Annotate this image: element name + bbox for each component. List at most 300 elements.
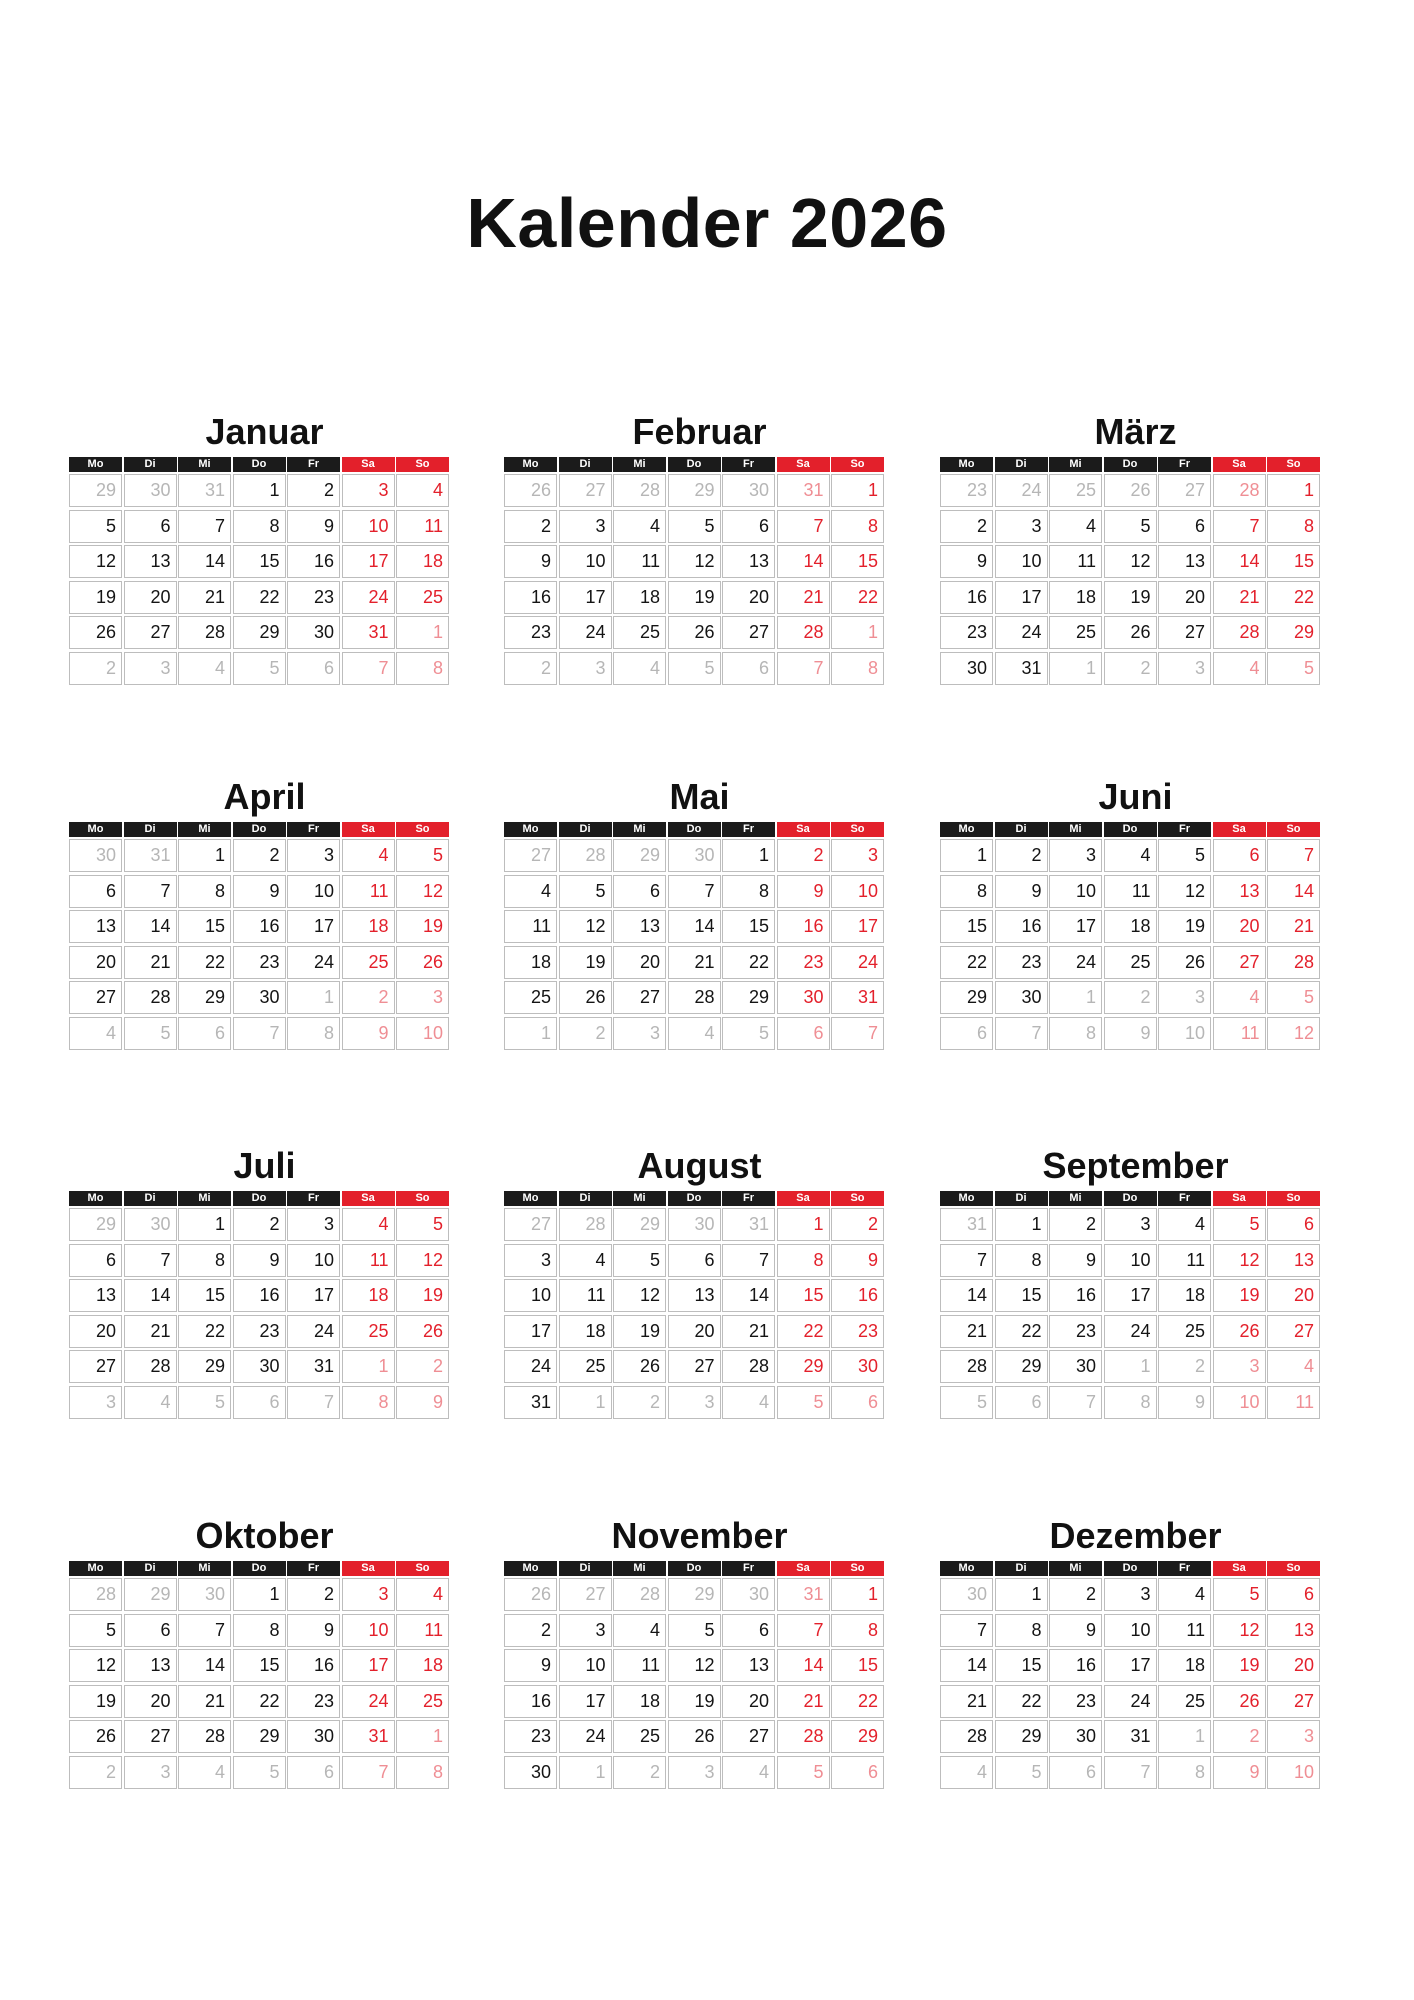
day-cell-outside: 10 bbox=[1158, 1017, 1211, 1050]
weekday-header bbox=[69, 822, 460, 837]
day-cell: 8 bbox=[1267, 510, 1320, 543]
weekday-label: Fr bbox=[722, 457, 775, 472]
day-cell: 9 bbox=[504, 545, 557, 578]
day-cell: 8 bbox=[178, 875, 231, 908]
day-cell: 13 bbox=[722, 1649, 775, 1682]
day-cell-outside: 5 bbox=[668, 652, 721, 685]
day-cell: 20 bbox=[69, 946, 122, 979]
day-cell: 17 bbox=[342, 1649, 395, 1682]
day-cell: 22 bbox=[995, 1685, 1048, 1718]
weekday-header bbox=[504, 457, 895, 472]
day-cell: 16 bbox=[1049, 1649, 1102, 1682]
day-cell: 13 bbox=[722, 545, 775, 578]
day-cell-outside: 4 bbox=[613, 652, 666, 685]
day-cell: 20 bbox=[668, 1315, 721, 1348]
day-cell: 25 bbox=[1049, 616, 1102, 649]
day-cell: 2 bbox=[233, 839, 286, 872]
day-cell-outside: 7 bbox=[1049, 1386, 1102, 1419]
day-cell: 17 bbox=[342, 545, 395, 578]
weekday-label: Sa bbox=[777, 457, 830, 472]
day-cell: 22 bbox=[233, 581, 286, 614]
day-cell: 4 bbox=[1158, 1578, 1211, 1611]
day-cell-outside: 5 bbox=[995, 1756, 1048, 1789]
day-cell: 13 bbox=[668, 1279, 721, 1312]
day-cell: 15 bbox=[233, 1649, 286, 1682]
day-cell: 9 bbox=[1049, 1614, 1102, 1647]
day-cell: 27 bbox=[124, 616, 177, 649]
day-cell-outside: 30 bbox=[722, 1578, 775, 1611]
weekday-label: So bbox=[396, 1561, 449, 1576]
day-cell: 12 bbox=[1158, 875, 1211, 908]
day-cell: 4 bbox=[342, 1208, 395, 1241]
day-cell: 17 bbox=[559, 1685, 612, 1718]
day-cell: 15 bbox=[722, 910, 775, 943]
day-cell-outside: 4 bbox=[722, 1386, 775, 1419]
day-cell: 12 bbox=[69, 545, 122, 578]
weekday-label: Mi bbox=[178, 1191, 231, 1206]
day-cell-outside: 5 bbox=[233, 652, 286, 685]
day-cell: 3 bbox=[1104, 1208, 1157, 1241]
weekday-label: Fr bbox=[1158, 1561, 1211, 1576]
weekday-label: Do bbox=[668, 1191, 721, 1206]
day-cell-outside: 27 bbox=[504, 839, 557, 872]
day-cell: 6 bbox=[722, 510, 775, 543]
day-cell: 23 bbox=[1049, 1685, 1102, 1718]
day-cell-outside: 8 bbox=[1104, 1386, 1157, 1419]
day-cell: 5 bbox=[668, 510, 721, 543]
day-cell-outside: 4 bbox=[668, 1017, 721, 1050]
weekday-label: So bbox=[396, 822, 449, 837]
weekday-label: Mi bbox=[178, 457, 231, 472]
day-cell: 7 bbox=[1267, 839, 1320, 872]
day-cell-outside: 28 bbox=[559, 839, 612, 872]
weekday-label: Do bbox=[668, 457, 721, 472]
day-cell: 6 bbox=[1267, 1578, 1320, 1611]
day-cell: 5 bbox=[559, 875, 612, 908]
day-cell: 3 bbox=[1049, 839, 1102, 872]
day-cell: 7 bbox=[777, 510, 830, 543]
day-cell-outside: 29 bbox=[124, 1578, 177, 1611]
day-cell-outside: 23 bbox=[940, 474, 993, 507]
day-cell-outside: 5 bbox=[1267, 981, 1320, 1014]
weekday-label: Sa bbox=[1213, 822, 1266, 837]
day-cell: 30 bbox=[233, 981, 286, 1014]
day-cell: 29 bbox=[777, 1350, 830, 1383]
day-cell: 22 bbox=[178, 1315, 231, 1348]
day-cell-outside: 2 bbox=[342, 981, 395, 1014]
day-cell: 17 bbox=[287, 1279, 340, 1312]
day-cell-outside: 7 bbox=[342, 1756, 395, 1789]
day-cell: 16 bbox=[287, 1649, 340, 1682]
weekday-label: Di bbox=[559, 1561, 612, 1576]
day-cell: 2 bbox=[995, 839, 1048, 872]
day-cell-outside: 3 bbox=[1267, 1720, 1320, 1753]
day-cell: 15 bbox=[995, 1649, 1048, 1682]
day-cell: 17 bbox=[1049, 910, 1102, 943]
day-cell: 29 bbox=[178, 1350, 231, 1383]
day-cell-outside: 1 bbox=[342, 1350, 395, 1383]
day-cell: 15 bbox=[1267, 545, 1320, 578]
weekday-label: Fr bbox=[722, 1561, 775, 1576]
day-cell-outside: 4 bbox=[1213, 652, 1266, 685]
day-cell: 21 bbox=[668, 946, 721, 979]
day-cell-outside: 28 bbox=[1213, 474, 1266, 507]
day-cell: 22 bbox=[831, 581, 884, 614]
day-cell: 29 bbox=[995, 1350, 1048, 1383]
day-cell-outside: 10 bbox=[1213, 1386, 1266, 1419]
day-cell-outside: 1 bbox=[1049, 652, 1102, 685]
day-cell: 17 bbox=[504, 1315, 557, 1348]
weekday-label: Mi bbox=[613, 822, 666, 837]
day-cell: 5 bbox=[1104, 510, 1157, 543]
day-cell: 24 bbox=[995, 616, 1048, 649]
day-cell: 8 bbox=[831, 510, 884, 543]
day-cell-outside: 6 bbox=[233, 1386, 286, 1419]
day-cell: 23 bbox=[233, 1315, 286, 1348]
weekday-label: Di bbox=[995, 822, 1048, 837]
day-cell: 23 bbox=[287, 581, 340, 614]
weekday-label: Di bbox=[124, 822, 177, 837]
day-cell: 3 bbox=[559, 510, 612, 543]
month-name: Januar bbox=[205, 411, 324, 452]
day-cell-outside: 10 bbox=[396, 1017, 449, 1050]
weekday-label: So bbox=[1267, 1561, 1320, 1576]
day-cell-outside: 9 bbox=[1158, 1386, 1211, 1419]
day-cell: 23 bbox=[233, 946, 286, 979]
day-cell: 3 bbox=[1104, 1578, 1157, 1611]
day-cell-outside: 27 bbox=[1158, 474, 1211, 507]
day-cell-outside: 1 bbox=[1049, 981, 1102, 1014]
day-cell: 22 bbox=[831, 1685, 884, 1718]
day-cell: 15 bbox=[178, 910, 231, 943]
day-cell: 8 bbox=[940, 875, 993, 908]
day-cell: 5 bbox=[1213, 1578, 1266, 1611]
day-cell: 3 bbox=[504, 1244, 557, 1277]
day-cell: 19 bbox=[1104, 581, 1157, 614]
day-cell: 12 bbox=[668, 545, 721, 578]
day-cell: 29 bbox=[178, 981, 231, 1014]
day-cell: 23 bbox=[995, 946, 1048, 979]
day-cell: 9 bbox=[995, 875, 1048, 908]
day-cell: 11 bbox=[396, 510, 449, 543]
weekday-label: Fr bbox=[287, 822, 340, 837]
day-cell: 21 bbox=[722, 1315, 775, 1348]
weekday-label: Fr bbox=[287, 1191, 340, 1206]
day-cell: 14 bbox=[668, 910, 721, 943]
day-cell: 18 bbox=[396, 1649, 449, 1682]
day-cell-outside: 28 bbox=[69, 1578, 122, 1611]
day-cell: 7 bbox=[178, 1614, 231, 1647]
day-cell: 10 bbox=[1104, 1614, 1157, 1647]
day-cell-outside: 8 bbox=[831, 652, 884, 685]
day-cell: 17 bbox=[287, 910, 340, 943]
weekday-label: Di bbox=[124, 457, 177, 472]
day-cell: 4 bbox=[613, 1614, 666, 1647]
month-name: August bbox=[637, 1145, 762, 1186]
day-cell: 30 bbox=[831, 1350, 884, 1383]
weekday-label: Mo bbox=[504, 822, 557, 837]
day-cell: 20 bbox=[1158, 581, 1211, 614]
day-cell-outside: 29 bbox=[613, 839, 666, 872]
day-cell-outside: 5 bbox=[233, 1756, 286, 1789]
day-cell: 8 bbox=[777, 1244, 830, 1277]
day-cell-outside: 6 bbox=[1049, 1756, 1102, 1789]
day-cell: 5 bbox=[69, 1614, 122, 1647]
day-cell: 13 bbox=[1213, 875, 1266, 908]
day-cell: 1 bbox=[777, 1208, 830, 1241]
day-cell: 25 bbox=[1158, 1685, 1211, 1718]
day-cell: 28 bbox=[777, 1720, 830, 1753]
day-cell-outside: 6 bbox=[287, 652, 340, 685]
month-name: Juni bbox=[1098, 776, 1173, 817]
day-cell: 12 bbox=[396, 1244, 449, 1277]
day-cell: 5 bbox=[668, 1614, 721, 1647]
day-cell-outside: 31 bbox=[777, 1578, 830, 1611]
weekday-label: Sa bbox=[1213, 457, 1266, 472]
day-cell: 21 bbox=[1267, 910, 1320, 943]
weekday-label: Di bbox=[559, 457, 612, 472]
day-cell: 14 bbox=[940, 1649, 993, 1682]
day-cell-outside: 2 bbox=[69, 652, 122, 685]
day-cell-outside: 31 bbox=[940, 1208, 993, 1241]
day-cell: 23 bbox=[287, 1685, 340, 1718]
day-cell-outside: 9 bbox=[1213, 1756, 1266, 1789]
day-cell: 18 bbox=[342, 910, 395, 943]
page-title: Kalender 2026 bbox=[466, 184, 948, 262]
day-cell: 3 bbox=[287, 839, 340, 872]
day-cell-outside: 3 bbox=[124, 652, 177, 685]
day-cell: 13 bbox=[1267, 1244, 1320, 1277]
day-cell: 27 bbox=[124, 1720, 177, 1753]
day-cell: 29 bbox=[722, 981, 775, 1014]
day-cell-outside: 30 bbox=[178, 1578, 231, 1611]
day-cell: 19 bbox=[69, 581, 122, 614]
day-cell: 23 bbox=[831, 1315, 884, 1348]
day-cell: 30 bbox=[777, 981, 830, 1014]
day-cell: 24 bbox=[1104, 1685, 1157, 1718]
day-cell: 10 bbox=[504, 1279, 557, 1312]
day-cell: 9 bbox=[504, 1649, 557, 1682]
day-cell: 8 bbox=[995, 1244, 1048, 1277]
weekday-label: Mi bbox=[1049, 822, 1102, 837]
weekday-header bbox=[940, 1191, 1331, 1206]
day-cell: 28 bbox=[178, 616, 231, 649]
day-cell: 29 bbox=[995, 1720, 1048, 1753]
day-cell-outside: 1 bbox=[1158, 1720, 1211, 1753]
day-cell: 28 bbox=[940, 1720, 993, 1753]
day-cell: 5 bbox=[613, 1244, 666, 1277]
day-cell: 6 bbox=[1213, 839, 1266, 872]
day-cell: 17 bbox=[1104, 1279, 1157, 1312]
day-cell-outside: 27 bbox=[559, 474, 612, 507]
day-cell-outside: 6 bbox=[831, 1386, 884, 1419]
day-cell: 19 bbox=[613, 1315, 666, 1348]
day-cell: 25 bbox=[1158, 1315, 1211, 1348]
day-cell: 15 bbox=[995, 1279, 1048, 1312]
day-cell: 31 bbox=[831, 981, 884, 1014]
day-cell-outside: 3 bbox=[1213, 1350, 1266, 1383]
day-cell-outside: 2 bbox=[613, 1386, 666, 1419]
day-cell: 10 bbox=[995, 545, 1048, 578]
day-cell: 26 bbox=[1104, 616, 1157, 649]
day-cell: 5 bbox=[396, 1208, 449, 1241]
day-cell: 18 bbox=[1158, 1279, 1211, 1312]
day-cell: 4 bbox=[396, 1578, 449, 1611]
day-cell: 30 bbox=[995, 981, 1048, 1014]
day-cell-outside: 7 bbox=[1104, 1756, 1157, 1789]
day-cell: 14 bbox=[178, 545, 231, 578]
day-cell-outside: 26 bbox=[504, 1578, 557, 1611]
day-cell: 8 bbox=[233, 510, 286, 543]
day-cell: 6 bbox=[668, 1244, 721, 1277]
day-cell: 17 bbox=[1104, 1649, 1157, 1682]
day-cell: 23 bbox=[1049, 1315, 1102, 1348]
day-cell-outside: 3 bbox=[668, 1756, 721, 1789]
day-cell: 23 bbox=[504, 1720, 557, 1753]
day-cell-outside: 1 bbox=[396, 1720, 449, 1753]
day-cell: 24 bbox=[559, 616, 612, 649]
day-cell: 1 bbox=[178, 839, 231, 872]
day-cell: 1 bbox=[1267, 474, 1320, 507]
day-cell: 1 bbox=[722, 839, 775, 872]
day-cell-outside: 4 bbox=[69, 1017, 122, 1050]
day-cell: 22 bbox=[940, 946, 993, 979]
day-cell: 8 bbox=[995, 1614, 1048, 1647]
day-cell: 19 bbox=[1213, 1279, 1266, 1312]
day-cell: 12 bbox=[613, 1279, 666, 1312]
day-cell: 25 bbox=[504, 981, 557, 1014]
day-cell: 27 bbox=[722, 616, 775, 649]
weekday-label: Mo bbox=[940, 1191, 993, 1206]
weekday-label: Fr bbox=[1158, 1191, 1211, 1206]
day-cell: 22 bbox=[777, 1315, 830, 1348]
weekday-header bbox=[940, 457, 1331, 472]
day-cell: 17 bbox=[559, 581, 612, 614]
day-cell-outside: 24 bbox=[995, 474, 1048, 507]
weekday-header bbox=[69, 1191, 460, 1206]
day-cell: 12 bbox=[69, 1649, 122, 1682]
day-cell: 27 bbox=[1267, 1315, 1320, 1348]
day-cell: 28 bbox=[777, 616, 830, 649]
day-cell-outside: 28 bbox=[613, 474, 666, 507]
day-cell-outside: 30 bbox=[722, 474, 775, 507]
day-cell-outside: 1 bbox=[287, 981, 340, 1014]
day-cell: 1 bbox=[831, 474, 884, 507]
day-cell: 14 bbox=[124, 1279, 177, 1312]
day-cell-outside: 27 bbox=[559, 1578, 612, 1611]
day-cell-outside: 8 bbox=[396, 652, 449, 685]
day-cell: 13 bbox=[613, 910, 666, 943]
day-cell: 26 bbox=[69, 1720, 122, 1753]
day-cell: 20 bbox=[124, 581, 177, 614]
day-cell-outside: 4 bbox=[722, 1756, 775, 1789]
month-name: November bbox=[611, 1515, 788, 1556]
day-cell: 27 bbox=[613, 981, 666, 1014]
day-cell-outside: 25 bbox=[1049, 474, 1102, 507]
day-cell-outside: 28 bbox=[559, 1208, 612, 1241]
day-cell: 14 bbox=[1267, 875, 1320, 908]
day-cell: 26 bbox=[559, 981, 612, 1014]
day-cell: 10 bbox=[342, 510, 395, 543]
day-cell: 18 bbox=[613, 581, 666, 614]
weekday-header bbox=[940, 1561, 1331, 1576]
day-cell-outside: 9 bbox=[396, 1386, 449, 1419]
weekday-label: Do bbox=[668, 822, 721, 837]
day-cell: 14 bbox=[722, 1279, 775, 1312]
weekday-label: Do bbox=[1104, 1191, 1157, 1206]
weekday-label: Sa bbox=[342, 1561, 395, 1576]
day-cell: 6 bbox=[124, 510, 177, 543]
day-cell: 24 bbox=[831, 946, 884, 979]
weekday-label: Di bbox=[995, 1561, 1048, 1576]
day-cell: 13 bbox=[124, 1649, 177, 1682]
day-cell: 21 bbox=[940, 1685, 993, 1718]
day-cell-outside: 2 bbox=[1158, 1350, 1211, 1383]
weekday-label: Mo bbox=[69, 1561, 122, 1576]
day-cell: 6 bbox=[722, 1614, 775, 1647]
day-cell: 1 bbox=[831, 1578, 884, 1611]
weekday-label: Di bbox=[124, 1561, 177, 1576]
day-cell: 3 bbox=[831, 839, 884, 872]
day-cell-outside: 1 bbox=[1104, 1350, 1157, 1383]
day-cell-outside: 10 bbox=[1267, 1756, 1320, 1789]
day-cell: 15 bbox=[777, 1279, 830, 1312]
day-cell: 21 bbox=[777, 1685, 830, 1718]
day-cell: 29 bbox=[233, 1720, 286, 1753]
weekday-label: Di bbox=[559, 822, 612, 837]
day-cell: 5 bbox=[69, 510, 122, 543]
day-cell-outside: 5 bbox=[722, 1017, 775, 1050]
day-cell: 12 bbox=[1104, 545, 1157, 578]
day-cell: 19 bbox=[1158, 910, 1211, 943]
day-cell-outside: 7 bbox=[233, 1017, 286, 1050]
weekday-label: Di bbox=[995, 1191, 1048, 1206]
day-cell: 19 bbox=[668, 1685, 721, 1718]
weekday-label: So bbox=[1267, 1191, 1320, 1206]
day-cell: 11 bbox=[396, 1614, 449, 1647]
day-cell: 16 bbox=[1049, 1279, 1102, 1312]
day-cell-outside: 30 bbox=[124, 1208, 177, 1241]
weekday-label: So bbox=[1267, 457, 1320, 472]
day-cell-outside: 4 bbox=[124, 1386, 177, 1419]
weekday-label: So bbox=[831, 1561, 884, 1576]
day-cell: 28 bbox=[722, 1350, 775, 1383]
day-cell: 21 bbox=[124, 946, 177, 979]
weekday-header bbox=[69, 1561, 460, 1576]
day-cell: 10 bbox=[1104, 1244, 1157, 1277]
day-cell: 5 bbox=[1158, 839, 1211, 872]
day-cell: 4 bbox=[559, 1244, 612, 1277]
day-cell: 24 bbox=[559, 1720, 612, 1753]
day-cell: 18 bbox=[559, 1315, 612, 1348]
day-cell: 7 bbox=[124, 1244, 177, 1277]
day-cell: 21 bbox=[777, 581, 830, 614]
day-cell: 11 bbox=[1158, 1614, 1211, 1647]
day-cell: 28 bbox=[940, 1350, 993, 1383]
day-cell: 20 bbox=[69, 1315, 122, 1348]
day-cell: 21 bbox=[178, 1685, 231, 1718]
day-cell: 17 bbox=[831, 910, 884, 943]
month-name: Oktober bbox=[195, 1515, 334, 1556]
day-cell: 4 bbox=[1104, 839, 1157, 872]
day-cell-outside: 8 bbox=[396, 1756, 449, 1789]
weekday-label: Fr bbox=[1158, 822, 1211, 837]
day-cell: 26 bbox=[396, 1315, 449, 1348]
weekday-label: Sa bbox=[342, 457, 395, 472]
day-cell: 25 bbox=[613, 1720, 666, 1753]
day-cell: 11 bbox=[504, 910, 557, 943]
day-cell: 9 bbox=[287, 1614, 340, 1647]
